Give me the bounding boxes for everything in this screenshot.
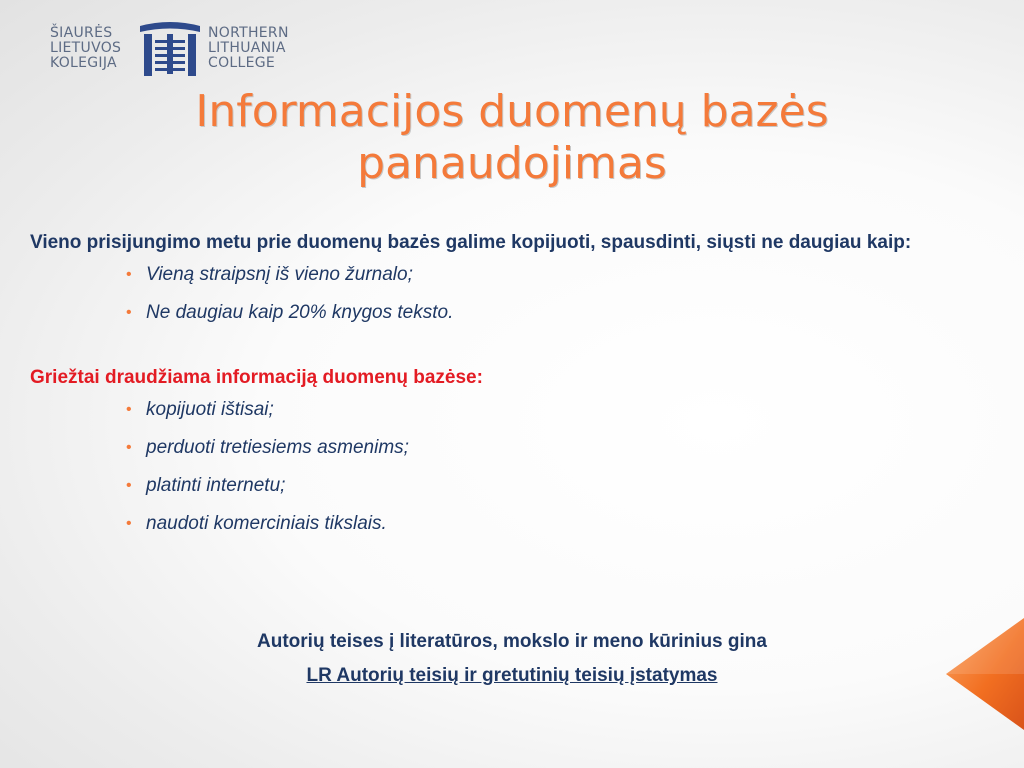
warning-text: Griežtai draudžiama informaciją duomenų bazėse: (30, 367, 483, 388)
bullet-dot-icon: • (126, 515, 132, 532)
list-item: • perduoti tretiesiems asmenims; (126, 437, 409, 458)
list-item: • Ne daugiau kaip 20% knygos teksto. (126, 302, 454, 323)
bullet-dot-icon: • (126, 439, 132, 456)
forbidden-list (122, 397, 984, 536)
logo-text-lt: ŠIAURĖS LIETUVOS KOLEGIJA (50, 25, 122, 71)
list-item: • Vieną straipsnį iš vieno žurnalo; (126, 264, 413, 285)
slide-title: Informacijos duomenų bazės panaudojimas (195, 86, 829, 189)
allowed-list (122, 262, 984, 325)
list-item: • kopijuoti ištisai; (126, 399, 274, 420)
list-item: • naudoti komerciniais tikslais. (126, 513, 387, 534)
law-link[interactable]: LR Autorių teisių ir gretutinių teisių įstatymas (306, 665, 718, 686)
list-item: • platinti internetu; (126, 475, 286, 496)
intro-text: Vieno prisijungimo metu prie duomenų bazės galime kopijuoti, spausdinti, siųsti ne daugiau kaip: (30, 232, 912, 253)
bullet-dot-icon: • (126, 304, 132, 321)
college-emblem-icon (138, 20, 202, 78)
bullet-dot-icon: • (126, 401, 132, 418)
logo-text-en: NORTHERN LITHUANIA COLLEGE (208, 25, 289, 71)
footer-text: Autorių teises į literatūros, mokslo ir meno kūrinius gina (257, 631, 767, 652)
next-arrow-icon[interactable] (946, 618, 1024, 730)
bullet-dot-icon: • (126, 266, 132, 283)
slide-footer (0, 630, 1024, 698)
bullet-dot-icon: • (126, 477, 132, 494)
college-logo (50, 20, 289, 78)
slide-body (30, 230, 984, 549)
